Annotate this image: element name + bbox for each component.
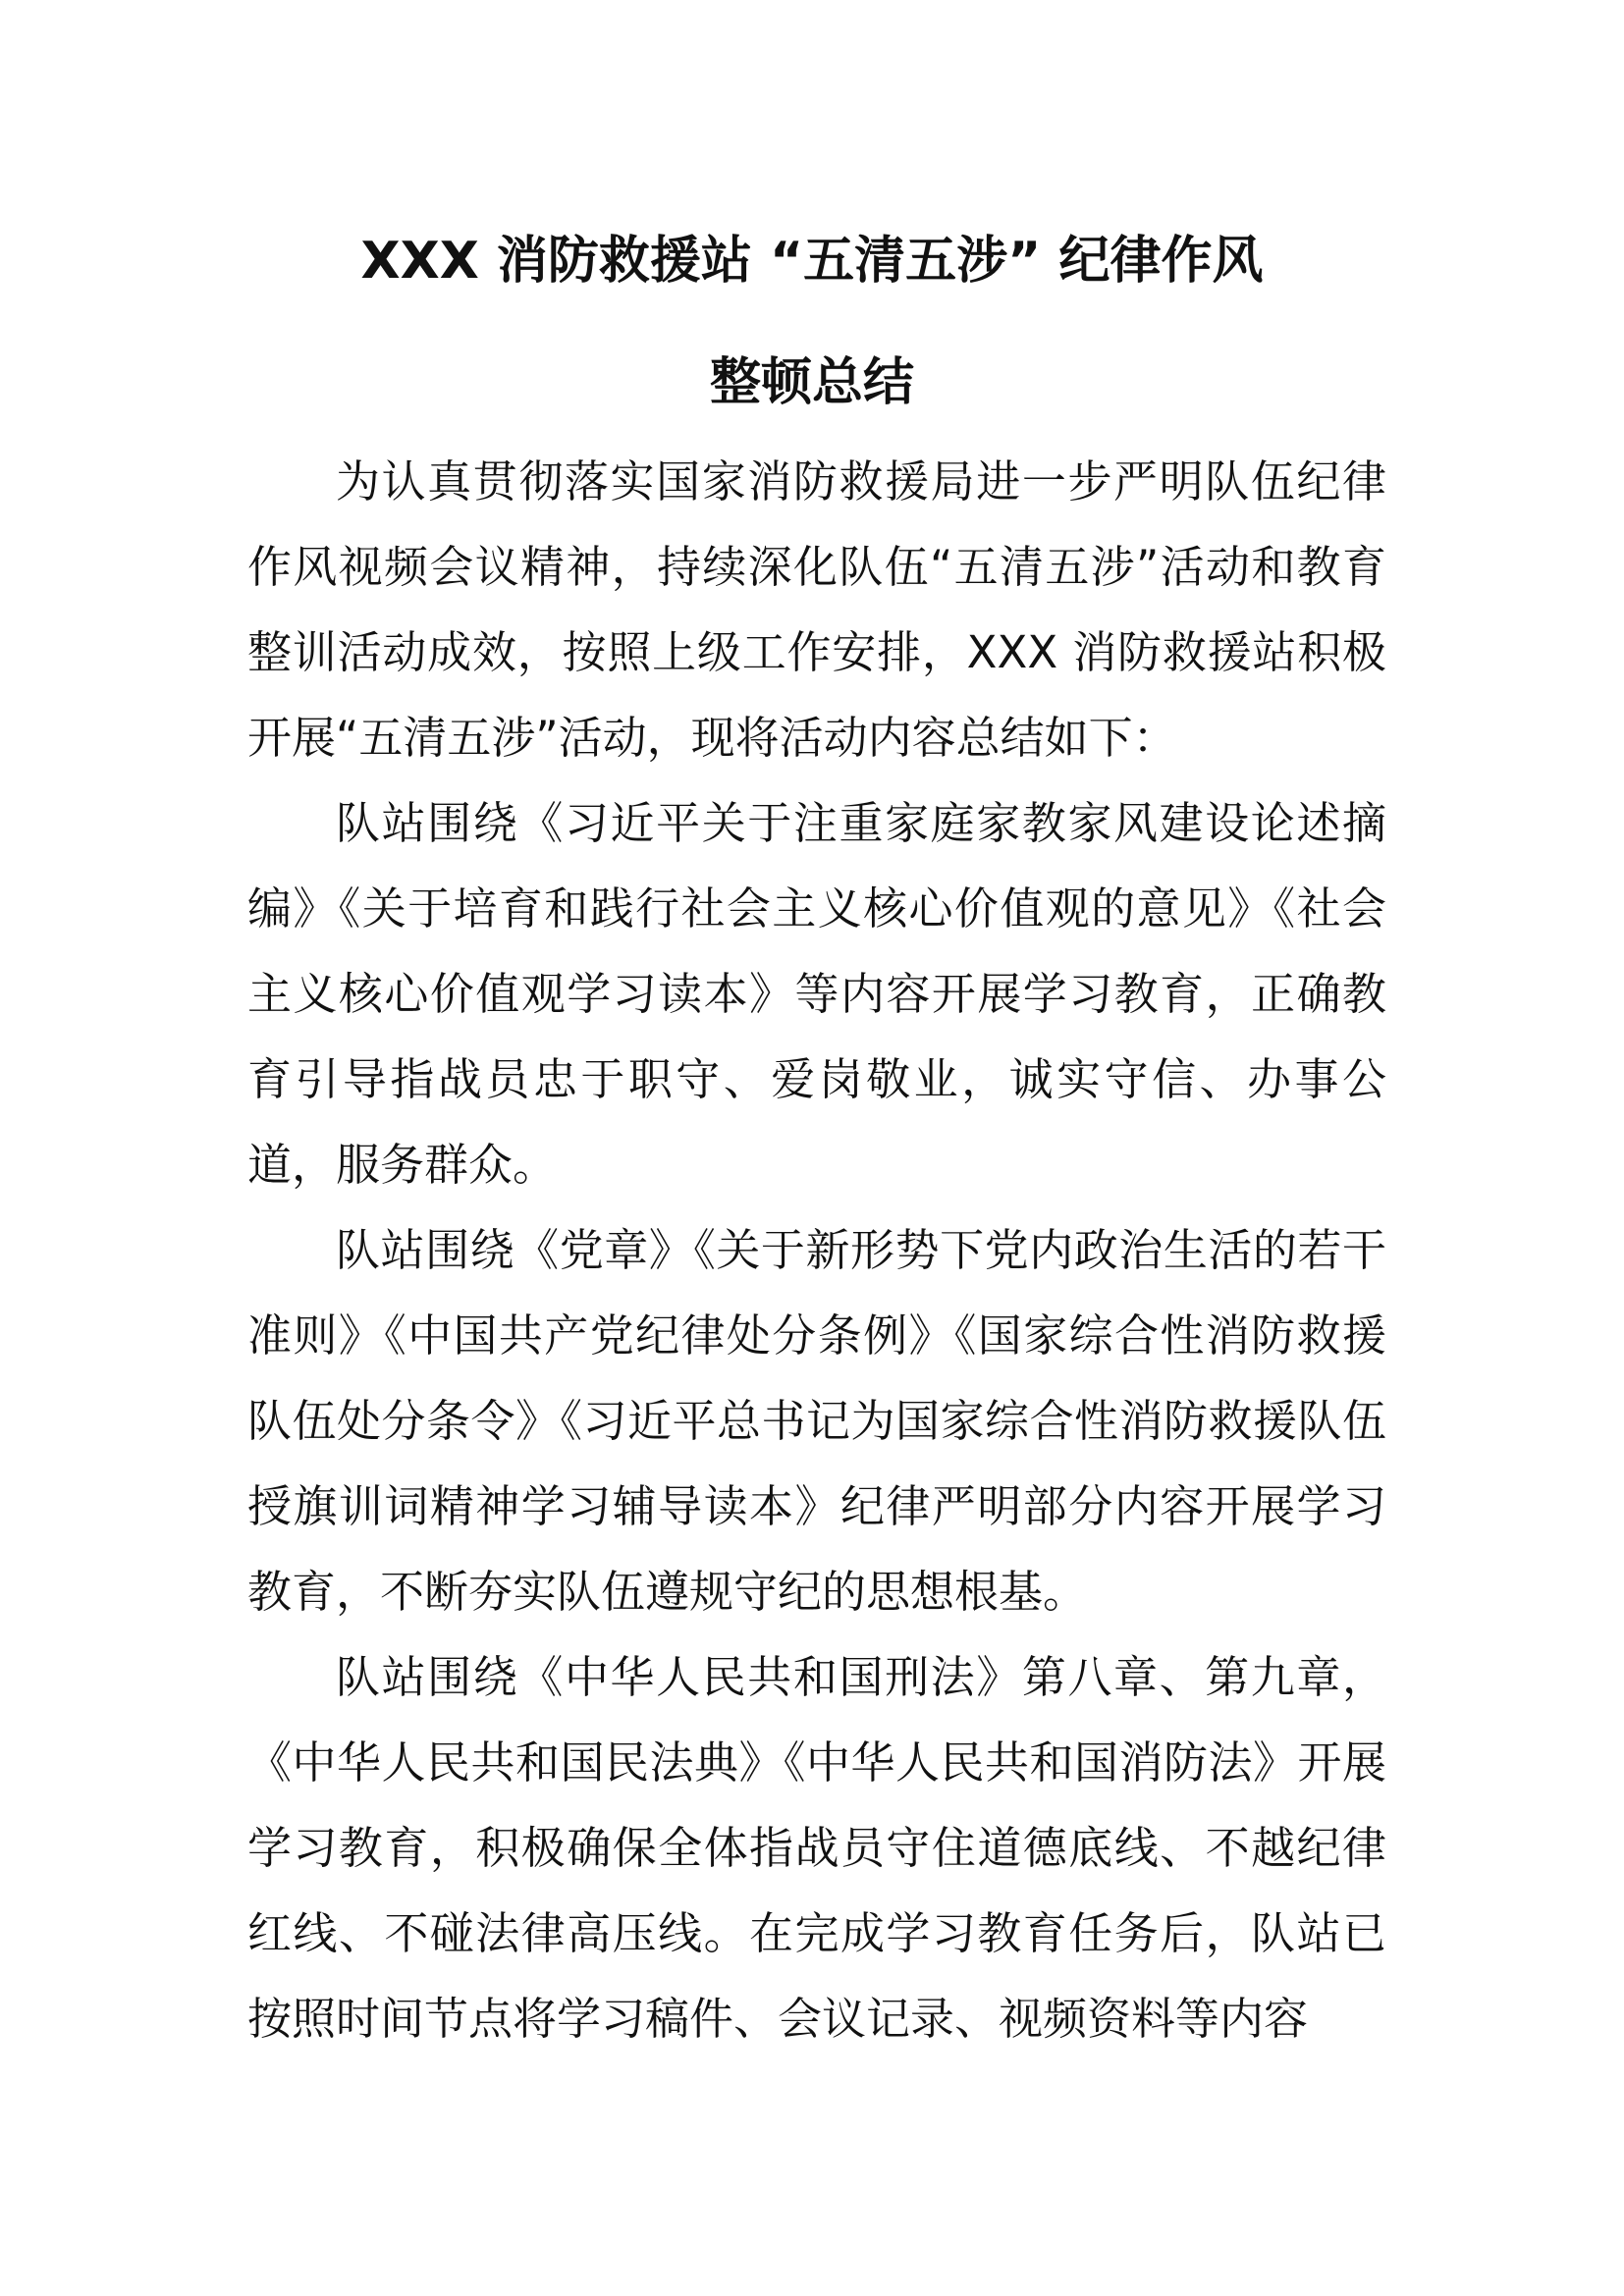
document-title-line-2: 整顿总结 (709, 353, 914, 412)
paragraph-law-education: 队站围绕《中华人民共和国刑法》第八章、第九章，《中华人民共和国民法典》《中华人民共和国消防法》开展学习教育，积极确保全体指战员守住道德底线、不越纪律红线、不碰法律高压线。在完成学习教育任务后，队站已按照时间节点将学习稿件、会议记录、视频资料等内容 (247, 1651, 1386, 2045)
paragraph-party-discipline: 队站围绕《党章》《关于新形势下党内政治生活的若干准则》《中国共产党纪律处分条例》《国家综合性消防救援队伍处分条令》《习近平总书记为国家综合性消防救援队伍授旗训词精神学习辅导读本》纪律严明部分内容开展学习教育，不断夯实队伍遵规守纪的思想根基。 (247, 1224, 1386, 1618)
document-body (247, 439, 1386, 2061)
paragraph-family-values: 队站围绕《习近平关于注重家庭家教家风建设论述摘编》《关于培育和践行社会主义核心价值观的意见》《社会主义核心价值观学习读本》等内容开展学习教育，正确教育引导指战员忠于职守、爱岗敬业，诚实守信、办事公道，服务群众。 (247, 797, 1386, 1191)
paragraph-intro: 为认真贯彻落实国家消防救援局进一步严明队伍纪律作风视频会议精神，持续深化队伍“五清五涉”活动和教育整训活动成效，按照上级工作安排，XXX 消防救援站积极开展“五清五涉”活动，现将活动内容总结如下： (247, 455, 1386, 764)
document-title-line-1: XXX 消防救援站 “五清五涉” 纪律作风 (360, 232, 1264, 291)
